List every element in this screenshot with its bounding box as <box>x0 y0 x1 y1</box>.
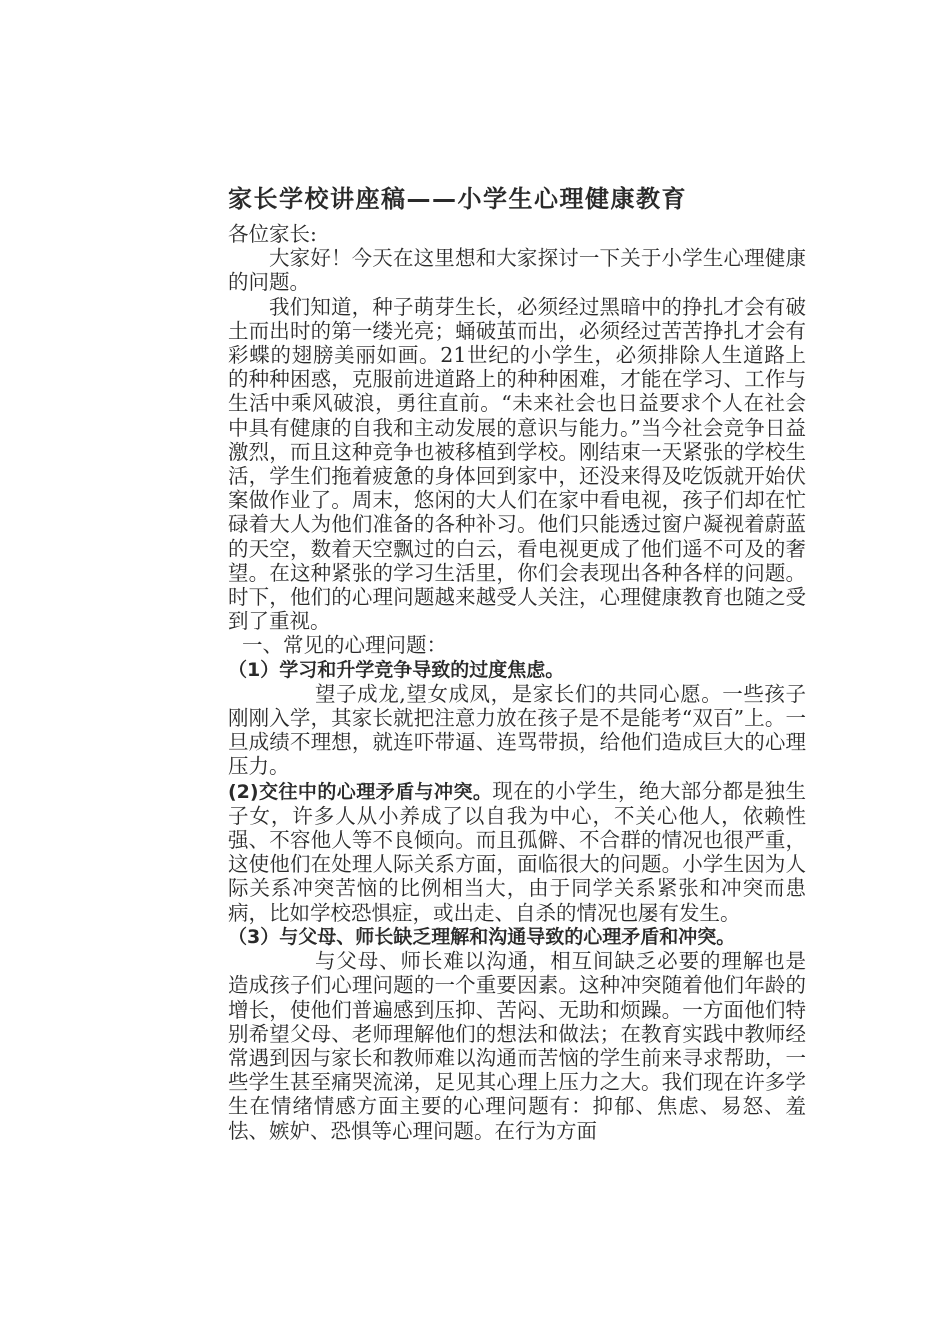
item-2-paragraph <box>228 779 806 925</box>
document-title: 家长学校讲座稿——小学生心理健康教育 <box>228 185 687 213</box>
item-2-body: 现在的小学生，绝大部分都是独生子女，许多人从小养成了以自我为中心，不关心他人，依赖性强、不容他人等不良倾向。而且孤僻、不合群的情况也很严重，这使他们在处理人际关系方面，面临很大的问题。小学生因为人际关系冲突苦恼的比例相当大，由于同学关系紧张和冲突而患病，比如学校恐惧症，或出走、自杀的情况也屡有发生。 <box>228 778 807 925</box>
greeting-paragraph: 大家好！今天在这里想和大家探讨一下关于小学生心理健康的问题。 <box>228 246 806 295</box>
item-1-paragraph: 望子成龙,望女成凤，是家长们的共同心愿。一些孩子刚刚入学，其家长就把注意力放在孩子是不是能考“双百”上。一旦成绩不理想，就连吓带逼、连骂带损，给他们造成巨大的心理压力。 <box>228 681 806 779</box>
item-3-paragraph: 与父母、师长难以沟通，相互间缺乏必要的理解也是造成孩子们心理问题的一个重要因素。这种冲突随着他们年龄的增长，使他们普遍感到压抑、苦闷、无助和烦躁。一方面他们特别希望父母、老师理解他们的想法和做法；在教育实践中教师经常遇到因与家长和教师难以沟通而苦恼的学生前来寻求帮助，一些学生甚至痛哭流涕，足见其心理上压力之大。我们现在许多学生在情绪情感方面主要的心理问题有：抑郁、焦虑、易怒、羞怯、嫉妒、恐惧等心理问题。在行为方面 <box>228 949 806 1143</box>
item-3-heading: （3）与父母、师长缺乏理解和沟通导致的心理矛盾和冲突。 <box>228 925 736 948</box>
section-heading: 一、常见的心理问题： <box>242 633 447 658</box>
intro-paragraph: 我们知道，种子萌芽生长，必须经过黑暗中的挣扎才会有破土而出时的第一缕光亮；蛹破茧而出，必须经过苦苦挣扎才会有彩蝶的翅膀美丽如画。21世纪的小学生，必须排除人生道路上的种种困惑，克服前进道路上的种种困难，才能在学习、工作与生活中乘风破浪，勇往直前。“未来社会也日益要求个人在社会中具有健康的自我和主动发展的意识与能力。”当今社会竞争日益激烈，而且这种竞争也被移植到学校。刚结束一天紧张的学校生活，学生们拖着疲惫的身体回到家中，还没来得及吃饭就开始伏案做作业了。周末，悠闲的大人们在家中看电视，孩子们却在忙碌着大人为他们准备的各种补习。他们只能透过窗户凝视着蔚蓝的天空，数着天空飘过的白云，看电视更成了他们遥不可及的奢望。在这种紧张的学习生活里，你们会表现出各种各样的问题。时下，他们的心理问题越来越受人关注，心理健康教育也随之受到了重视。 <box>228 294 806 634</box>
item-1-heading: （1）学习和升学竞争导致的过度焦虑。 <box>228 658 565 681</box>
salutation: 各位家长: <box>228 222 317 246</box>
document-page <box>228 182 806 1143</box>
item-2-heading: (2)交往中的心理矛盾与冲突。 <box>228 780 493 803</box>
